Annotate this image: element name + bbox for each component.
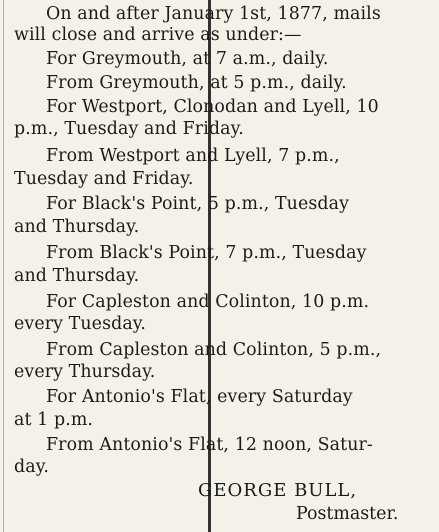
signature-title: Postmaster. (296, 504, 399, 524)
notice-line-westport-in-1: From Westport and Lyell, 7 p.m., (46, 146, 340, 166)
notice-line-antonios-in-2: day. (14, 457, 49, 477)
notice-line-blacks-in-2: and Thursday. (14, 266, 140, 286)
notice-line-blacks-in-1: From Black's Point, 7 p.m., Tuesday (46, 243, 367, 263)
notice-line-antonios-out-1: For Antonio's Flat, every Saturday (46, 387, 353, 407)
notice-line-westport-out-1: For Westport, Clonodan and Lyell, 10 (46, 97, 379, 117)
notice-line-blacks-out-2: and Thursday. (14, 217, 140, 237)
notice-line-greymouth-in: From Greymouth, at 5 p.m., daily. (46, 73, 347, 93)
notice-line-intro-1: On and after January 1st, 1877, mails (46, 4, 381, 24)
notice-line-greymouth-out: For Greymouth, at 7 a.m., daily. (46, 49, 329, 69)
notice-line-capleston-in-2: every Thursday. (14, 362, 156, 382)
notice-line-antonios-out-2: at 1 p.m. (14, 410, 94, 430)
notice-line-capleston-out-2: every Tuesday. (14, 314, 147, 334)
notice-line-capleston-out-1: For Capleston and Colinton, 10 p.m. (46, 292, 370, 312)
left-column-rule (3, 0, 4, 532)
notice-line-antonios-in-1: From Antonio's Flat, 12 noon, Satur- (46, 435, 373, 455)
notice-line-capleston-in-1: From Capleston and Colinton, 5 p.m., (46, 340, 382, 360)
notice-line-intro-2: will close and arrive as under:— (14, 25, 302, 45)
notice-line-westport-out-2: p.m., Tuesday and Friday. (14, 119, 244, 139)
signature-name: GEORGE BULL, (198, 480, 358, 501)
notice-line-westport-in-2: Tuesday and Friday. (14, 169, 194, 189)
notice-line-blacks-out-1: For Black's Point, 5 p.m., Tuesday (46, 194, 349, 214)
